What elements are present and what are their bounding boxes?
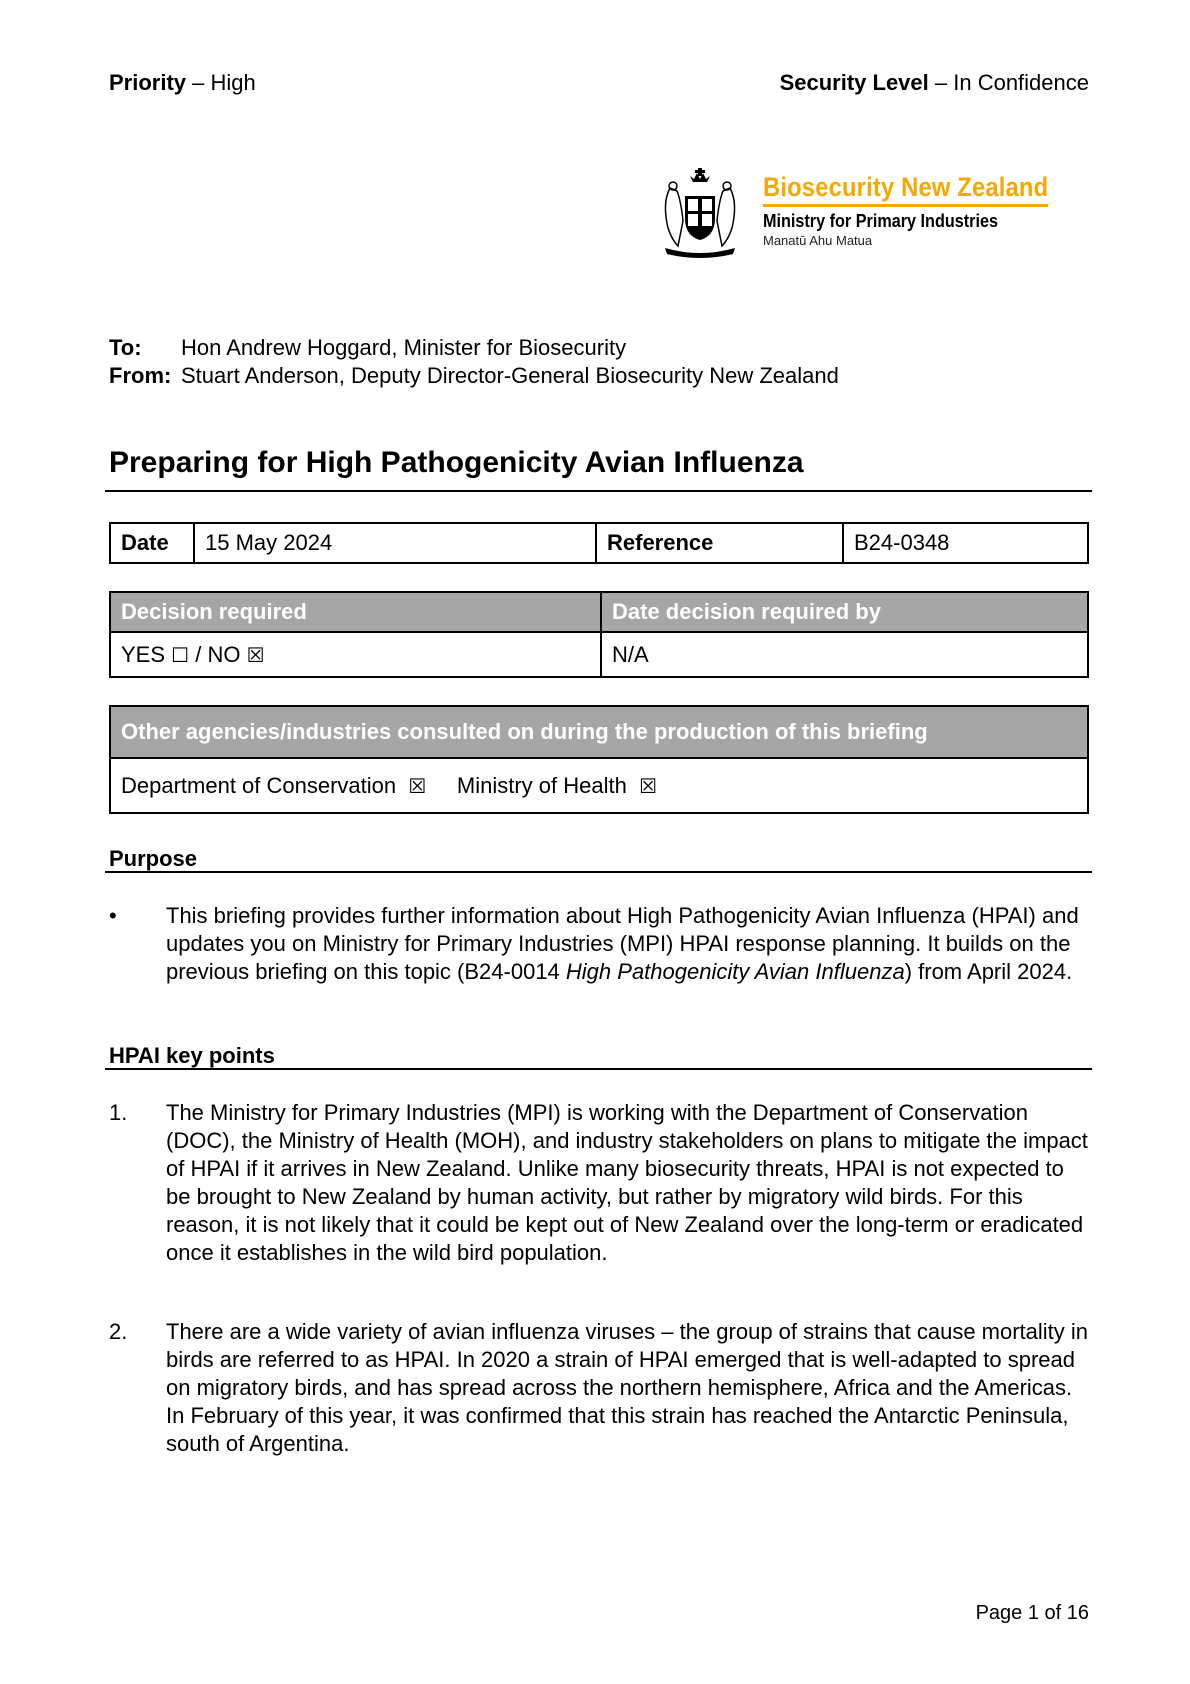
agency-doc-checkbox[interactable]: ☒ (408, 775, 427, 798)
consulted-header: Other agencies/industries consulted on during the production of this briefing (110, 706, 1088, 758)
nz-coat-of-arms-icon (655, 168, 745, 258)
security-label: Security Level (779, 70, 929, 95)
purpose-text-end: ) from April 2024. (904, 959, 1073, 984)
key-point-text: The Ministry for Primary Industries (MPI) is working with the Department of Conservation (DOC), the Ministry of Health (MOH), and industry stakeholders on plans to mitigate the impact of HPAI if it arrives in New Zealand. Unlike many biosecurity threats, HPAI is not expected to be brought to New Zealand by human activity, but rather by migratory wild birds. For this reason, it is not likely that it could be kept out of New Zealand over the long-term or eradicated once it establishes in the wild bird population. (166, 1100, 1088, 1265)
date-reference-table (109, 522, 1089, 564)
page-number: Page 1 of 16 (975, 1602, 1089, 1624)
key-point-item (109, 1099, 1089, 1267)
purpose-heading: Purpose (109, 846, 198, 871)
date-label: Date (110, 523, 194, 563)
key-point-text: There are a wide variety of avian influenza viruses – the group of strains that cause mortality in birds are referred to as HPAI. In 2020 a strain of HPAI emerged that is well-adapted to spread on migratory birds, and has spread across the northern hemisphere, Africa and the Americas. In February of this year, it was confirmed that this strain has reached the Antarctic Peninsula, south of Argentina. (166, 1319, 1089, 1456)
decision-date-header: Date decision required by (601, 592, 1088, 632)
key-points-divider (105, 1068, 1092, 1070)
to-line (109, 335, 626, 361)
to-value: Hon Andrew Hoggard, Minister for Biosecurity (181, 335, 627, 360)
decision-table (109, 591, 1089, 678)
key-point-number: 1. (109, 1100, 128, 1125)
decision-date-value: N/A (601, 632, 1088, 677)
no-label: / NO (195, 641, 241, 667)
agency-moh-checkbox[interactable]: ☒ (639, 775, 657, 798)
priority-label: Priority (109, 70, 187, 95)
priority-value: High (210, 70, 256, 95)
priority-indicator (109, 70, 256, 96)
purpose-text (166, 902, 1089, 986)
priority-separator: – (186, 70, 211, 95)
yes-label: YES (121, 641, 166, 667)
ministry-maori-name: Manatū Ahu Matua (763, 233, 873, 248)
no-checkbox[interactable]: ☒ (246, 644, 265, 667)
brand-title: Biosecurity New Zealand (763, 172, 1048, 207)
agency-logo (655, 168, 1075, 263)
document-title: Preparing for High Pathogenicity Avian Influenza (109, 446, 804, 479)
key-point-number: 2. (109, 1319, 128, 1344)
security-level-indicator (780, 70, 1089, 96)
yes-checkbox[interactable]: ☐ (171, 644, 190, 667)
security-separator: – (928, 70, 954, 95)
consulted-agencies-table (109, 705, 1089, 814)
bullet-marker: • (109, 903, 117, 928)
decision-required-header: Decision required (110, 592, 601, 632)
purpose-text-part: This briefing provides further information about High Pathogenicity Avian Influenza (HPAI) and updates you on Ministry for Primary Industries (MPI) HPAI response planning. It builds on the previous briefing on this topic (B24-0014 (166, 903, 1079, 984)
key-point-item (109, 1318, 1089, 1458)
from-line (109, 363, 839, 389)
key-points-heading: HPAI key points (109, 1043, 275, 1068)
consulted-agencies-list (110, 758, 1088, 813)
ministry-name: Ministry for Primary Industries (763, 211, 998, 231)
date-value: 15 May 2024 (194, 523, 596, 563)
agency-doc-label: Department of Conservation (121, 772, 397, 798)
purpose-text-italic: High Pathogenicity Avian Influenza (565, 959, 905, 984)
purpose-bullet-item (109, 902, 1089, 986)
security-value: In Confidence (953, 70, 1089, 95)
from-label: From: (109, 363, 172, 388)
title-divider (105, 490, 1092, 492)
purpose-divider (105, 871, 1092, 873)
reference-label: Reference (596, 523, 843, 563)
reference-value: B24-0348 (843, 523, 1088, 563)
from-value: Stuart Anderson, Deputy Director-General Biosecurity New Zealand (181, 363, 839, 388)
to-label: To: (109, 335, 142, 360)
decision-required-value (110, 632, 601, 677)
agency-moh-label: Ministry of Health (456, 772, 627, 798)
